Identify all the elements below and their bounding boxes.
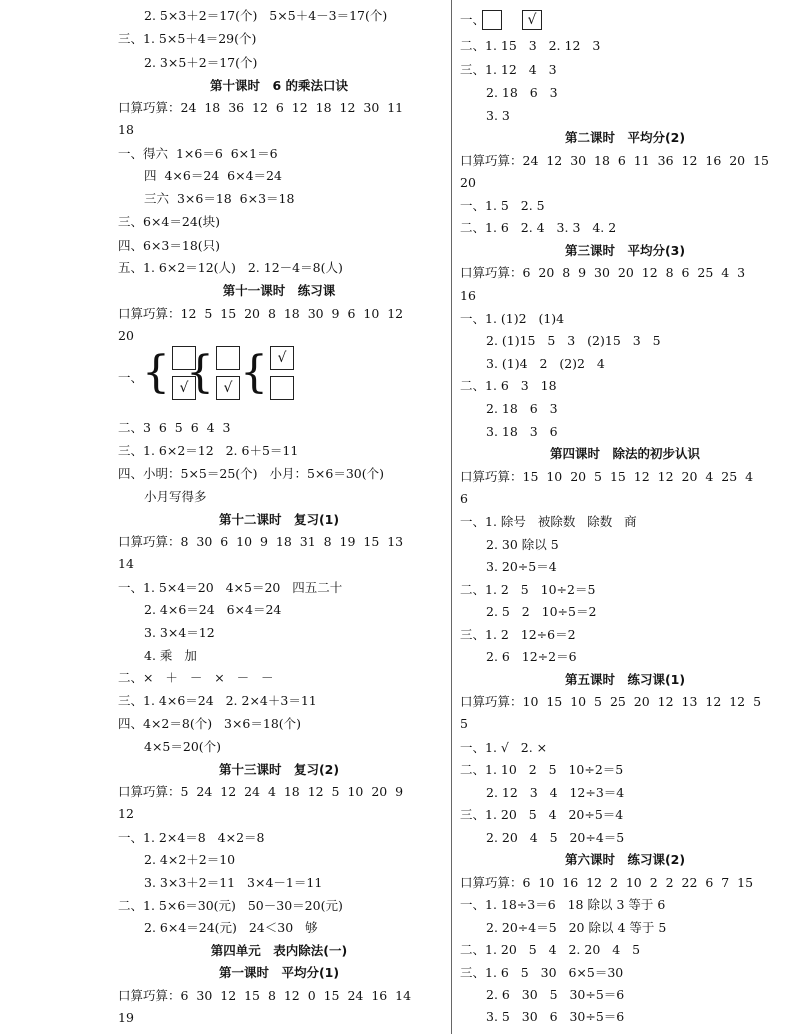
answer-line: 二、3 6 5 6 4 3: [118, 420, 231, 435]
answer-line: 一、1. (1)2 (1)4: [460, 311, 565, 326]
right-box-row: [482, 10, 548, 30]
answer-line: 三六 3×6＝18 6×3＝18: [144, 191, 295, 206]
answer-line: 口算巧算：24 12 30 18 6 11 36 12 16 20 15: [460, 153, 769, 168]
answer-line: 口算巧算：24 18 36 12 6 12 18 12 30 11: [118, 100, 404, 115]
answer-line: 2. 20 4 5 20÷4＝5: [486, 830, 625, 845]
answer-line: 口算巧算：8 30 6 10 9 18 31 8 19 15 13: [118, 534, 404, 549]
answer-line: 14: [118, 556, 134, 571]
answer-line: 2. 5 2 10÷5＝2: [486, 604, 597, 619]
lesson-heading: 第五课时 练习课(1): [564, 672, 686, 687]
answer-checkbox[interactable]: √: [270, 346, 294, 370]
lesson-heading: 第六课时 练习课(2): [564, 852, 686, 867]
answer-line: 一、得六 1×6＝6 6×1＝6: [118, 146, 278, 161]
answer-line: 4×5＝20(个): [144, 739, 222, 754]
answer-line: 2. 6 12÷2＝6: [486, 649, 577, 664]
lesson-heading: 第十三课时 复习(2): [218, 762, 340, 777]
answer-line: 2. 18 6 3: [486, 401, 558, 416]
answer-line: 口算巧算：5 24 12 24 4 18 12 5 10 20 9: [118, 784, 404, 799]
answer-checkbox[interactable]: √: [522, 10, 542, 30]
answer-line: 5: [460, 716, 468, 731]
box-question-prefix: 一、: [118, 370, 144, 385]
answer-line: 三、1. 12 4 3: [460, 62, 557, 77]
answer-line: 2. 3×5＋2＝17(个): [144, 55, 258, 70]
answer-checkbox[interactable]: [216, 346, 240, 370]
answer-line: 口算巧算：15 10 20 5 15 12 12 20 4 25 4: [460, 469, 754, 484]
answer-checkbox[interactable]: √: [172, 376, 196, 400]
answer-line: 二、1. 6 2. 4 3. 3 4. 2: [460, 220, 617, 235]
answer-line: 二、1. 20 5 4 2. 20 4 5: [460, 942, 641, 957]
answer-line: 三、1. 6×2＝12 2. 6＋5＝11: [118, 443, 299, 458]
answer-line: 3. 5 30 6 30÷5＝6: [486, 1009, 625, 1024]
answer-line: 三、1. 5×5＋4＝29(个): [118, 31, 257, 46]
lesson-heading: 第十二课时 复习(1): [218, 512, 340, 527]
answer-line: 3. 18 3 6: [486, 424, 558, 439]
answer-checkbox[interactable]: [482, 10, 502, 30]
checkbox-group: [186, 346, 240, 400]
answer-line: 三、1. 20 5 4 20÷5＝4: [460, 807, 624, 822]
answer-line: 四 4×6＝24 6×4＝24: [144, 168, 282, 183]
answer-checkbox[interactable]: √: [216, 376, 240, 400]
answer-line: 6: [460, 491, 468, 506]
answer-line: 四、6×3＝18(只): [118, 238, 221, 253]
answer-line: 20: [118, 328, 134, 343]
answer-line: 一、1. 2×4＝8 4×2＝8: [118, 830, 265, 845]
answer-line: 二、1. 6 3 18: [460, 378, 557, 393]
answer-line: 2. 4×6＝24 6×4＝24: [144, 602, 282, 617]
answer-line: 口算巧算：6 30 12 15 8 12 0 15 24 16 14: [118, 988, 412, 1003]
lesson-heading: 第十一课时 练习课: [222, 283, 336, 298]
answer-line: 3. 3×4＝12: [144, 625, 215, 640]
lesson-heading: 第二课时 平均分(2): [564, 130, 686, 145]
checkbox-group: [240, 346, 294, 400]
answer-line: 口算巧算：12 5 15 20 8 18 30 9 6 10 12: [118, 306, 404, 321]
answer-line: 五、1. 6×2＝12(人) 2. 12－4＝8(人): [118, 260, 343, 275]
answer-checkbox[interactable]: [270, 376, 294, 400]
answer-line: 二、× ＋ － × － －: [118, 670, 274, 685]
answer-line: 2. 6×4＝24(元) 24＜30 够: [144, 920, 318, 935]
answer-line: 一、1. 18÷3＝6 18 除以 3 等于 6: [460, 897, 666, 912]
answer-line: 小月写得多: [144, 489, 207, 504]
answer-line: 3. 3: [486, 108, 510, 123]
lesson-heading: 第四单元 表内除法(一): [210, 943, 348, 958]
answer-line: 2. (1)15 5 3 (2)15 3 5: [486, 333, 661, 348]
answer-line: 二、1. 15 3 2. 12 3: [460, 38, 601, 53]
answer-line: 三、1. 6 5 30 6×5＝30: [460, 965, 624, 980]
answer-line: 12: [118, 806, 134, 821]
answer-line: 三、6×4＝24(块): [118, 214, 221, 229]
answer-line: 口算巧算：6 10 16 12 2 10 2 2 22 6 7 15: [460, 875, 754, 890]
answer-line: 二、1. 2 5 10÷2＝5: [460, 582, 596, 597]
answer-line: 2. 18 6 3: [486, 85, 558, 100]
answer-line: 16: [460, 288, 476, 303]
answer-line: 三、1. 2 12÷6＝2: [460, 627, 576, 642]
answer-line: 2. 6 30 5 30÷5＝6: [486, 987, 625, 1002]
answer-line: 一、1. 除号 被除数 除数 商: [460, 514, 637, 529]
answer-line: 2. 12 3 4 12÷3＝4: [486, 785, 625, 800]
answer-line: 四、4×2＝8(个) 3×6＝18(个): [118, 716, 302, 731]
answer-line: 二、1. 5×6＝30(元) 50－30＝20(元): [118, 898, 343, 913]
answer-line: 4. 乘 加: [144, 648, 197, 663]
answer-line: 一、1. 5×4＝20 4×5＝20 四五二十: [118, 580, 343, 595]
right-box-prefix: 一、: [460, 12, 486, 27]
answer-line: 19: [118, 1010, 134, 1025]
answer-line: 18: [118, 122, 134, 137]
brace-symbol: {: [240, 347, 268, 398]
column-divider: [451, 0, 452, 1034]
lesson-heading: 第一课时 平均分(1): [218, 965, 340, 980]
answer-line: 四、小明：5×5＝25(个) 小月：5×6＝30(个): [118, 466, 384, 481]
answer-line: 2. 4×2＋2＝10: [144, 852, 236, 867]
brace-symbol: {: [186, 347, 214, 398]
answer-line: 20: [460, 175, 476, 190]
answer-line: 一、1. √ 2. ×: [460, 740, 548, 755]
answer-line: 3. 3×3＋2＝11 3×4－1＝11: [144, 875, 323, 890]
lesson-heading: 第三课时 平均分(3): [564, 243, 686, 258]
lesson-heading: 第十课时 6 的乘法口诀: [209, 78, 349, 93]
brace-symbol: {: [142, 347, 170, 398]
answer-line: 一、1. 5 2. 5: [460, 198, 545, 213]
answer-line: 口算巧算：10 15 10 5 25 20 12 13 12 12 5: [460, 694, 762, 709]
answer-line: 3. (1)4 2 (2)2 4: [486, 356, 605, 371]
lesson-heading: 第四课时 除法的初步认识: [549, 446, 700, 461]
answer-line: 口算巧算：6 20 8 9 30 20 12 8 6 25 4 3: [460, 265, 746, 280]
answer-line: 二、1. 10 2 5 10÷2＝5: [460, 762, 624, 777]
answer-line: 2. 5×3＋2＝17(个) 5×5＋4－3＝17(个): [144, 8, 388, 23]
answer-line: 2. 20÷4＝5 20 除以 4 等于 5: [486, 920, 667, 935]
answer-line: 三、1. 4×6＝24 2. 2×4＋3＝11: [118, 693, 317, 708]
answer-line: 2. 30 除以 5: [486, 537, 559, 552]
answer-line: 3. 20÷5＝4: [486, 559, 557, 574]
